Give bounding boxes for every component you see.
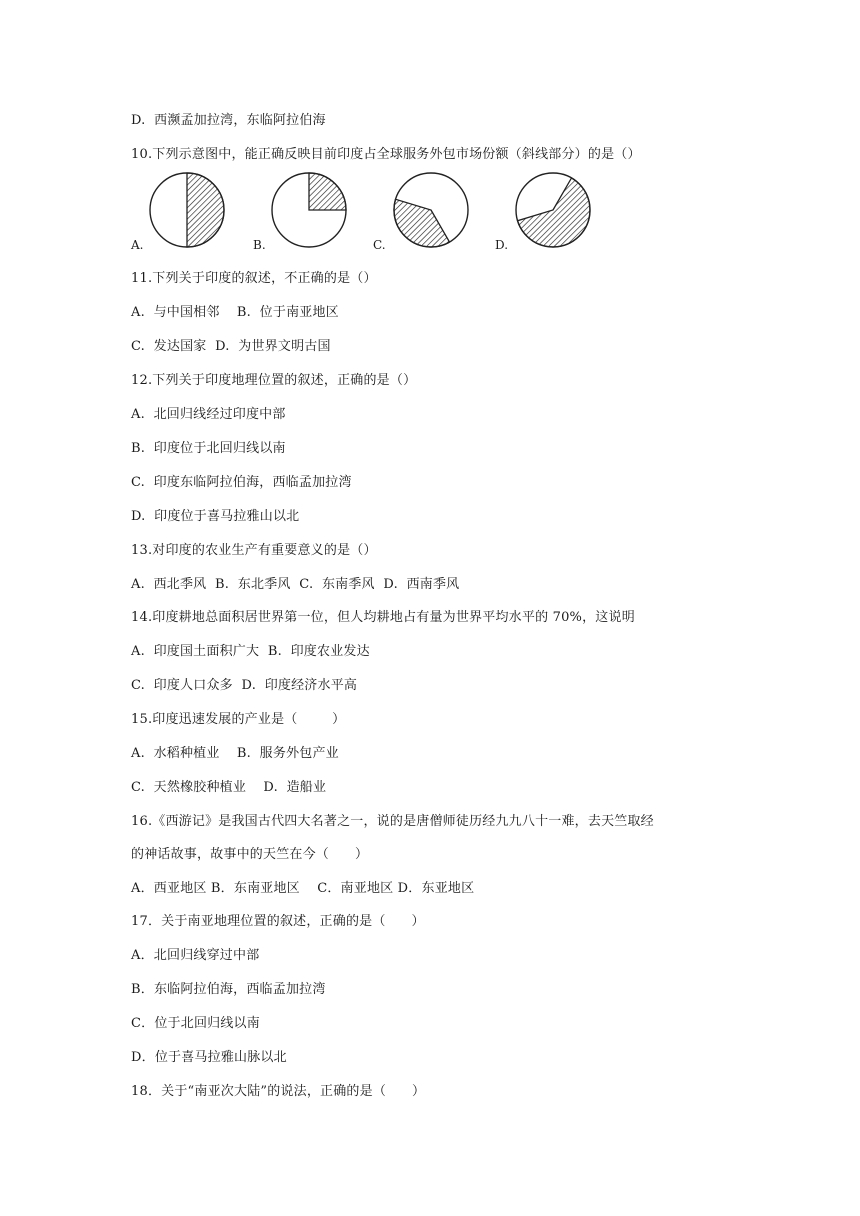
q17-option-c: C．位于北回归线以南 (131, 1016, 260, 1031)
q16-stem: 16.《西游记》是我国古代四大名著之一，说的是唐僧师徒历经九九八十一难，去天竺取经 (131, 814, 654, 829)
q10-stem: 10.下列示意图中，能正确反映目前印度占全球服务外包市场份额（斜线部分）的是（） (131, 147, 641, 162)
q17-option-a: A．北回归线穿过中部 (131, 948, 260, 963)
q11-stem: 11.下列关于印度的叙述，不正确的是（） (131, 271, 377, 286)
pie-c-icon (393, 172, 477, 256)
q16-stem-cont: 的神话故事，故事中的天竺在今（ ） (131, 847, 369, 862)
q17-option-d: D．位于喜马拉雅山脉以北 (131, 1050, 287, 1065)
q9-option-d: D. 西濒孟加拉湾，东临阿拉伯海 (131, 113, 326, 128)
q17-option-b: B．东临阿拉伯海，西临孟加拉湾 (131, 982, 326, 997)
q10-option-c-label: C. (373, 238, 386, 252)
q12-stem: 12.下列关于印度地理位置的叙述，正确的是（） (131, 373, 417, 388)
pie-a-icon (149, 172, 233, 256)
q14-options-cd: C. 印度人口众多 D. 印度经济水平高 (131, 678, 358, 693)
q12-option-c: C. 印度东临阿拉伯海，西临孟加拉湾 (131, 475, 352, 490)
q15-options-cd: C. 天然橡胶种植业 D. 造船业 (131, 780, 327, 795)
q15-stem: 15.印度迅速发展的产业是（ ） (131, 712, 346, 727)
q13-options: A. 西北季风 B. 东北季风 C. 东南季风 D. 西南季风 (131, 577, 460, 592)
q10-option-d-label: D. (495, 238, 509, 252)
q10-option-a-label: A. (131, 238, 144, 252)
q10-option-b-label: B. (253, 238, 266, 252)
q17-stem: 17．关于南亚地理位置的叙述，正确的是（ ） (131, 914, 425, 929)
q12-option-d: D. 印度位于喜马拉雅山以北 (131, 509, 300, 524)
pie-d-icon (515, 172, 599, 256)
q11-options-ab: A. 与中国相邻 B. 位于南亚地区 (131, 305, 339, 320)
q12-option-a: A. 北回归线经过印度中部 (131, 407, 286, 422)
q15-options-ab: A. 水稻种植业 B. 服务外包产业 (131, 746, 339, 761)
q14-options-ab: A. 印度国土面积广大 B. 印度农业发达 (131, 644, 370, 659)
shaded-sector (187, 173, 224, 247)
pie-b-icon (271, 172, 355, 256)
q12-option-b: B. 印度位于北回归线以南 (131, 441, 286, 456)
q18-stem: 18．关于“南亚次大陆”的说法，正确的是（ ） (131, 1084, 426, 1099)
q14-stem: 14.印度耕地总面积居世界第一位，但人均耕地占有量为世界平均水平的 70%，这说明 (131, 610, 635, 625)
q16-options: A．西亚地区 B．东南亚地区 C．南亚地区 D．东亚地区 (131, 881, 475, 896)
q13-stem: 13.对印度的农业生产有重要意义的是（） (131, 543, 377, 558)
shaded-sector (394, 199, 450, 247)
q10-pie-options (131, 172, 731, 256)
q11-options-cd: C. 发达国家 D. 为世界文明古国 (131, 339, 331, 354)
